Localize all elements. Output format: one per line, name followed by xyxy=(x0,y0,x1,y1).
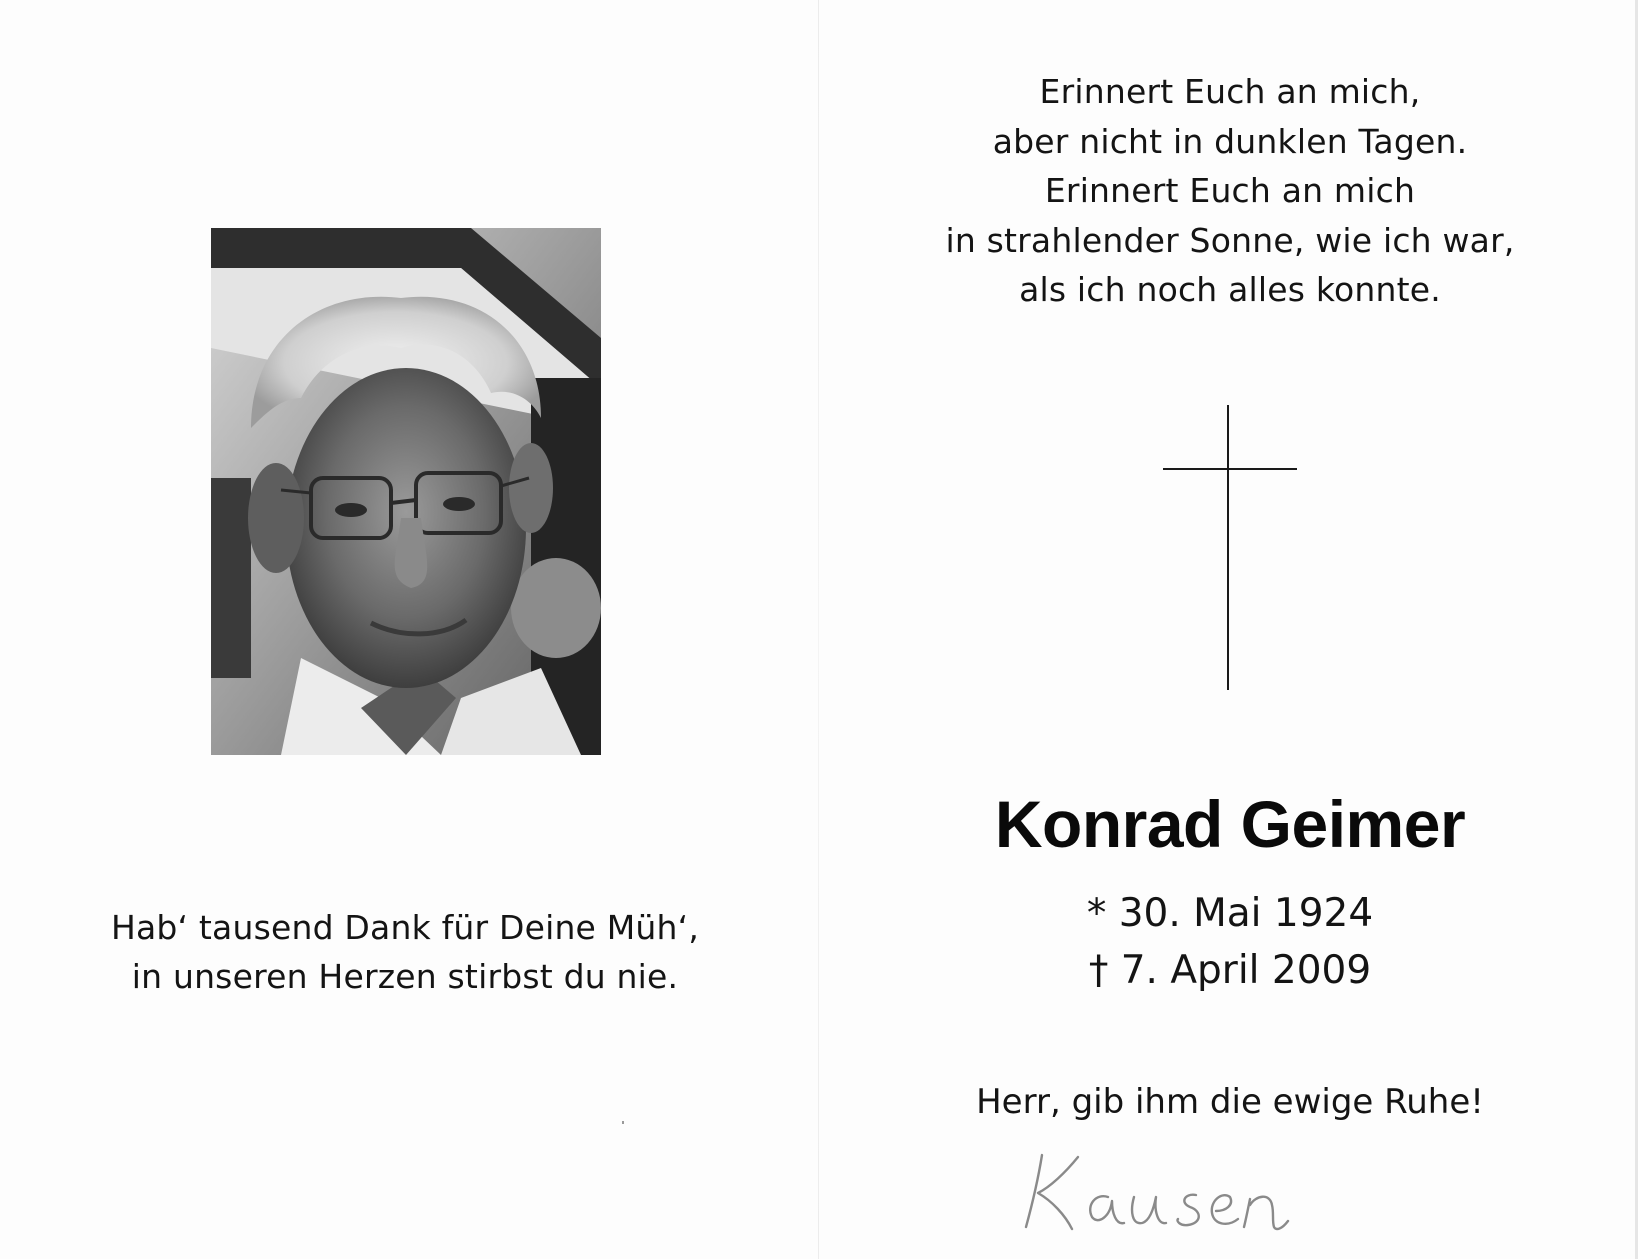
handwritten-signature xyxy=(1020,1135,1360,1235)
verse-line: in unseren Herzen stirbst du nie. xyxy=(131,957,679,996)
deceased-name: Konrad Geimer xyxy=(994,787,1466,861)
cross-horizontal-bar xyxy=(1163,468,1297,470)
right-verse xyxy=(880,67,1580,315)
verse-line: in strahlender Sonne, wie ich war, xyxy=(945,220,1515,260)
portrait-photo xyxy=(211,228,601,755)
life-dates xyxy=(880,885,1580,999)
verse-line: Erinnert Euch an mich, xyxy=(1039,72,1421,111)
latin-cross-icon xyxy=(1163,405,1297,690)
card-fold xyxy=(818,0,819,1259)
closing-prayer: Herr, gib ihm die ewige Ruhe! xyxy=(976,1082,1484,1122)
scan-speck xyxy=(622,1121,624,1124)
cross-vertical-bar xyxy=(1227,405,1229,690)
death-date: † 7. April 2009 xyxy=(1088,948,1372,993)
verse-line: aber nicht in dunklen Tagen. xyxy=(992,121,1468,161)
verse-line: Hab‘ tausend Dank für Deine Müh‘, xyxy=(110,908,700,947)
verse-line: als ich noch alles konnte. xyxy=(1019,270,1441,309)
birth-date: * 30. Mai 1924 xyxy=(1086,891,1374,936)
verse-line: Erinnert Euch an mich xyxy=(1044,171,1416,210)
left-verse xyxy=(60,903,750,1001)
